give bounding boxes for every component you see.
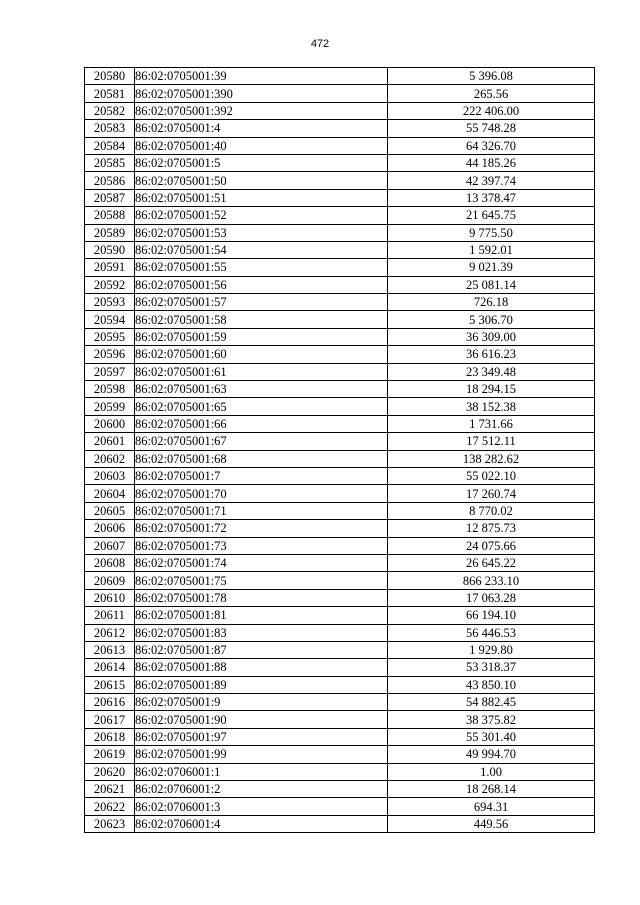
table-row — [85, 781, 595, 798]
cadastral-number-cell: 86:02:0705001:39 — [135, 68, 388, 85]
table-row — [85, 711, 595, 728]
table-row — [85, 381, 595, 398]
row-number-cell: 20614 — [85, 659, 135, 676]
row-number-cell: 20621 — [85, 781, 135, 798]
row-number-cell: 20615 — [85, 676, 135, 693]
table-row — [85, 624, 595, 641]
table-row — [85, 798, 595, 815]
cadastral-number-cell: 86:02:0705001:59 — [135, 328, 388, 345]
cadastral-number-cell: 86:02:0705001:53 — [135, 224, 388, 241]
table-row — [85, 520, 595, 537]
row-number-cell: 20610 — [85, 589, 135, 606]
value-cell: 43 850.10 — [388, 676, 595, 693]
cadastral-number-cell: 86:02:0705001:61 — [135, 363, 388, 380]
cadastral-number-cell: 86:02:0705001:60 — [135, 346, 388, 363]
row-number-cell: 20619 — [85, 746, 135, 763]
cadastral-number-cell: 86:02:0705001:66 — [135, 415, 388, 432]
table-row — [85, 294, 595, 311]
value-cell: 25 081.14 — [388, 276, 595, 293]
registry-table-body — [85, 68, 595, 833]
row-number-cell: 20580 — [85, 68, 135, 85]
table-row — [85, 276, 595, 293]
row-number-cell: 20584 — [85, 137, 135, 154]
row-number-cell: 20601 — [85, 433, 135, 450]
cadastral-number-cell: 86:02:0705001:81 — [135, 607, 388, 624]
row-number-cell: 20595 — [85, 328, 135, 345]
row-number-cell: 20586 — [85, 172, 135, 189]
row-number-cell: 20618 — [85, 728, 135, 745]
value-cell: 138 282.62 — [388, 450, 595, 467]
table-row — [85, 694, 595, 711]
table-row — [85, 363, 595, 380]
table-row — [85, 85, 595, 102]
table-row — [85, 554, 595, 571]
row-number-cell: 20603 — [85, 467, 135, 484]
table-row — [85, 102, 595, 119]
cadastral-number-cell: 86:02:0705001:7 — [135, 467, 388, 484]
row-number-cell: 20596 — [85, 346, 135, 363]
row-number-cell: 20592 — [85, 276, 135, 293]
value-cell: 866 233.10 — [388, 572, 595, 589]
row-number-cell: 20582 — [85, 102, 135, 119]
row-number-cell: 20604 — [85, 485, 135, 502]
table-row — [85, 537, 595, 554]
row-number-cell: 20608 — [85, 554, 135, 571]
value-cell: 9 775.50 — [388, 224, 595, 241]
table-row — [85, 415, 595, 432]
table-row — [85, 607, 595, 624]
cadastral-number-cell: 86:02:0705001:65 — [135, 398, 388, 415]
cadastral-number-cell: 86:02:0705001:72 — [135, 520, 388, 537]
value-cell: 12 875.73 — [388, 520, 595, 537]
row-number-cell: 20623 — [85, 815, 135, 832]
value-cell: 17 260.74 — [388, 485, 595, 502]
cadastral-number-cell: 86:02:0706001:1 — [135, 763, 388, 780]
row-number-cell: 20589 — [85, 224, 135, 241]
table-row — [85, 224, 595, 241]
row-number-cell: 20620 — [85, 763, 135, 780]
row-number-cell: 20590 — [85, 241, 135, 258]
table-row — [85, 311, 595, 328]
value-cell: 55 022.10 — [388, 467, 595, 484]
row-number-cell: 20622 — [85, 798, 135, 815]
value-cell: 21 645.75 — [388, 207, 595, 224]
value-cell: 5 306.70 — [388, 311, 595, 328]
value-cell: 36 309.00 — [388, 328, 595, 345]
row-number-cell: 20609 — [85, 572, 135, 589]
row-number-cell: 20606 — [85, 520, 135, 537]
table-row — [85, 172, 595, 189]
cadastral-number-cell: 86:02:0705001:78 — [135, 589, 388, 606]
row-number-cell: 20585 — [85, 154, 135, 171]
value-cell: 54 882.45 — [388, 694, 595, 711]
value-cell: 36 616.23 — [388, 346, 595, 363]
value-cell: 53 318.37 — [388, 659, 595, 676]
value-cell: 694.31 — [388, 798, 595, 815]
table-row — [85, 815, 595, 832]
value-cell: 26 645.22 — [388, 554, 595, 571]
row-number-cell: 20587 — [85, 189, 135, 206]
cadastral-number-cell: 86:02:0705001:83 — [135, 624, 388, 641]
cadastral-number-cell: 86:02:0705001:63 — [135, 381, 388, 398]
table-row — [85, 746, 595, 763]
row-number-cell: 20611 — [85, 607, 135, 624]
row-number-cell: 20581 — [85, 85, 135, 102]
cadastral-number-cell: 86:02:0705001:54 — [135, 241, 388, 258]
value-cell: 49 994.70 — [388, 746, 595, 763]
cadastral-number-cell: 86:02:0705001:52 — [135, 207, 388, 224]
row-number-cell: 20591 — [85, 259, 135, 276]
value-cell: 64 326.70 — [388, 137, 595, 154]
table-row — [85, 259, 595, 276]
value-cell: 1 592.01 — [388, 241, 595, 258]
cadastral-number-cell: 86:02:0705001:56 — [135, 276, 388, 293]
table-row — [85, 68, 595, 85]
cadastral-number-cell: 86:02:0706001:3 — [135, 798, 388, 815]
value-cell: 13 378.47 — [388, 189, 595, 206]
value-cell: 56 446.53 — [388, 624, 595, 641]
cadastral-number-cell: 86:02:0705001:40 — [135, 137, 388, 154]
cadastral-number-cell: 86:02:0705001:58 — [135, 311, 388, 328]
row-number-cell: 20613 — [85, 641, 135, 658]
value-cell: 222 406.00 — [388, 102, 595, 119]
value-cell: 23 349.48 — [388, 363, 595, 380]
value-cell: 1.00 — [388, 763, 595, 780]
value-cell: 38 375.82 — [388, 711, 595, 728]
cadastral-number-cell: 86:02:0705001:5 — [135, 154, 388, 171]
table-row — [85, 346, 595, 363]
cadastral-number-cell: 86:02:0705001:55 — [135, 259, 388, 276]
cadastral-number-cell: 86:02:0705001:68 — [135, 450, 388, 467]
table-row — [85, 485, 595, 502]
row-number-cell: 20588 — [85, 207, 135, 224]
row-number-cell: 20605 — [85, 502, 135, 519]
value-cell: 42 397.74 — [388, 172, 595, 189]
value-cell: 1 929.80 — [388, 641, 595, 658]
value-cell: 17 512.11 — [388, 433, 595, 450]
cadastral-number-cell: 86:02:0705001:70 — [135, 485, 388, 502]
cadastral-number-cell: 86:02:0705001:390 — [135, 85, 388, 102]
value-cell: 1 731.66 — [388, 415, 595, 432]
cadastral-number-cell: 86:02:0705001:51 — [135, 189, 388, 206]
cadastral-number-cell: 86:02:0705001:4 — [135, 120, 388, 137]
cadastral-number-cell: 86:02:0705001:9 — [135, 694, 388, 711]
row-number-cell: 20594 — [85, 311, 135, 328]
value-cell: 5 396.08 — [388, 68, 595, 85]
cadastral-number-cell: 86:02:0705001:74 — [135, 554, 388, 571]
value-cell: 726.18 — [388, 294, 595, 311]
value-cell: 18 294.15 — [388, 381, 595, 398]
value-cell: 24 075.66 — [388, 537, 595, 554]
registry-table — [84, 67, 595, 833]
table-row — [85, 467, 595, 484]
table-row — [85, 763, 595, 780]
row-number-cell: 20598 — [85, 381, 135, 398]
table-row — [85, 676, 595, 693]
table-row — [85, 241, 595, 258]
cadastral-number-cell: 86:02:0705001:75 — [135, 572, 388, 589]
value-cell: 55 748.28 — [388, 120, 595, 137]
value-cell: 44 185.26 — [388, 154, 595, 171]
cadastral-number-cell: 86:02:0705001:67 — [135, 433, 388, 450]
cadastral-number-cell: 86:02:0705001:392 — [135, 102, 388, 119]
value-cell: 9 021.39 — [388, 259, 595, 276]
table-row — [85, 154, 595, 171]
row-number-cell: 20617 — [85, 711, 135, 728]
cadastral-number-cell: 86:02:0706001:4 — [135, 815, 388, 832]
row-number-cell: 20607 — [85, 537, 135, 554]
table-row — [85, 207, 595, 224]
page-number: 472 — [310, 38, 330, 50]
value-cell: 38 152.38 — [388, 398, 595, 415]
cadastral-number-cell: 86:02:0706001:2 — [135, 781, 388, 798]
table-row — [85, 189, 595, 206]
table-row — [85, 572, 595, 589]
cadastral-number-cell: 86:02:0705001:88 — [135, 659, 388, 676]
cadastral-number-cell: 86:02:0705001:57 — [135, 294, 388, 311]
row-number-cell: 20583 — [85, 120, 135, 137]
value-cell: 18 268.14 — [388, 781, 595, 798]
table-row — [85, 433, 595, 450]
table-row — [85, 450, 595, 467]
value-cell: 8 770.02 — [388, 502, 595, 519]
value-cell: 17 063.28 — [388, 589, 595, 606]
table-row — [85, 120, 595, 137]
table-row — [85, 659, 595, 676]
row-number-cell: 20600 — [85, 415, 135, 432]
table-row — [85, 641, 595, 658]
table-row — [85, 589, 595, 606]
value-cell: 55 301.40 — [388, 728, 595, 745]
table-row — [85, 137, 595, 154]
cadastral-number-cell: 86:02:0705001:73 — [135, 537, 388, 554]
value-cell: 265.56 — [388, 85, 595, 102]
cadastral-number-cell: 86:02:0705001:97 — [135, 728, 388, 745]
row-number-cell: 20593 — [85, 294, 135, 311]
value-cell: 66 194.10 — [388, 607, 595, 624]
row-number-cell: 20602 — [85, 450, 135, 467]
table-row — [85, 502, 595, 519]
cadastral-number-cell: 86:02:0705001:87 — [135, 641, 388, 658]
row-number-cell: 20597 — [85, 363, 135, 380]
row-number-cell: 20599 — [85, 398, 135, 415]
table-row — [85, 328, 595, 345]
cadastral-number-cell: 86:02:0705001:50 — [135, 172, 388, 189]
cadastral-number-cell: 86:02:0705001:90 — [135, 711, 388, 728]
row-number-cell: 20616 — [85, 694, 135, 711]
table-row — [85, 398, 595, 415]
cadastral-number-cell: 86:02:0705001:71 — [135, 502, 388, 519]
row-number-cell: 20612 — [85, 624, 135, 641]
value-cell: 449.56 — [388, 815, 595, 832]
cadastral-number-cell: 86:02:0705001:99 — [135, 746, 388, 763]
table-row — [85, 728, 595, 745]
cadastral-number-cell: 86:02:0705001:89 — [135, 676, 388, 693]
